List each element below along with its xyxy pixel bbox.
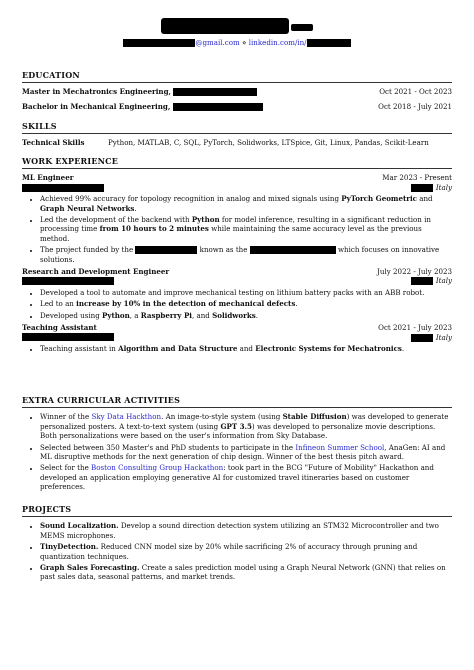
bold-text: Python <box>191 215 220 225</box>
redacted-university <box>173 88 257 96</box>
inline-link[interactable]: Boston Consulting Group Hackathon <box>91 463 224 473</box>
inline-link[interactable]: Sky Data Hackthon <box>91 412 162 422</box>
redacted-company <box>22 333 114 341</box>
job-dates: July 2022 - July 2023 <box>377 267 452 277</box>
text-run: Create a sales prediction model using a Graph Neural Network (GNN) that relies on past sales data, seasonal patterns, and market trends. <box>40 563 446 582</box>
extra-list <box>22 412 452 491</box>
job-location <box>411 276 452 285</box>
text-run: , a <box>129 310 141 320</box>
job-role: Teaching Assistant <box>22 323 97 333</box>
bold-text: Python <box>102 310 130 320</box>
job-location <box>411 183 452 192</box>
bold-text: Graph Neural Networks <box>40 203 135 213</box>
job-country: Italy <box>435 332 452 342</box>
job-entry <box>22 173 452 264</box>
projects-section <box>22 505 452 584</box>
job-company-row <box>22 183 452 192</box>
job-header-row <box>22 173 452 182</box>
list-item <box>40 563 452 582</box>
job-header-row <box>22 267 452 276</box>
contact-line <box>0 38 474 47</box>
bold-text: Solidworks <box>212 310 256 320</box>
redacted-text <box>250 246 336 254</box>
bold-text: increase by 10% in the detection of mechanical defects <box>76 299 296 309</box>
list-item <box>40 288 452 297</box>
degree-name: Master in Mechatronics Engineering, <box>22 87 172 97</box>
list-item <box>40 245 452 264</box>
redacted-subtitle <box>291 24 313 31</box>
text-run: , and <box>191 310 213 320</box>
extra-title: EXTRA CURRICULAR ACTIVITIES <box>22 395 181 405</box>
redacted-city <box>411 184 433 192</box>
list-item <box>40 215 452 243</box>
list-item <box>40 463 452 491</box>
extra-section <box>22 396 452 494</box>
skills-row <box>22 138 452 147</box>
text-run: . <box>255 310 259 320</box>
text-run: ) was developed to personalize movie descriptions. Both personalizations were based on the user's information from Sky Database. <box>40 421 436 441</box>
job-header-row <box>22 323 452 332</box>
education-dates: Oct 2021 - Oct 2023 <box>379 87 452 97</box>
text-run: Led the development of the backend with <box>40 215 192 225</box>
bold-text: GPT 3.5 <box>220 421 252 431</box>
section-divider <box>22 407 452 408</box>
education-section <box>22 71 452 111</box>
redacted-university <box>173 103 263 111</box>
redacted-city <box>411 334 433 342</box>
list-item <box>40 521 452 540</box>
list-item <box>40 299 452 308</box>
bold-text: Electronic Systems for Mechatronics <box>255 343 402 353</box>
list-item <box>40 194 452 213</box>
text-run: Reduced CNN model size by 20% while sacrificing 2% of accuracy through pruning and quantization techniques. <box>40 542 418 561</box>
contact-separator: ⋄ <box>242 38 247 47</box>
text-run: The project funded by the <box>40 245 136 255</box>
job-bullets <box>22 288 452 320</box>
inline-link[interactable]: Infineon Summer School <box>295 442 385 452</box>
text-run: Winner of the <box>40 412 92 422</box>
text-run: Developed using <box>40 310 103 320</box>
projects-title: PROJECTS <box>22 504 72 514</box>
job-bullets <box>22 344 452 353</box>
skills-section <box>22 122 452 148</box>
bold-text: Stable Diffusion <box>282 412 347 422</box>
text-run: which focuses on innovative solutions. <box>40 245 440 264</box>
redacted-linkedin-handle <box>307 39 351 47</box>
job-dates: Mar 2023 - Present <box>382 173 452 183</box>
bold-text: TinyDetection. <box>40 542 99 552</box>
bold-text: Graph Sales Forecasting. <box>40 563 140 573</box>
text-run: Led to an <box>40 299 77 309</box>
degree-name: Bachelor in Mechanical Engineering, <box>22 101 171 111</box>
text-run: ) was developed to generate personalized posters. A text-to-text system (using <box>40 412 449 431</box>
job-company-row <box>22 276 452 285</box>
text-run: . An image-to-style system (using <box>161 412 283 422</box>
text-run: . <box>134 203 137 213</box>
job-country: Italy <box>435 276 452 286</box>
redacted-text <box>135 246 197 254</box>
text-run: Developed a tool to automate and improve mechanical testing on lithium battery packs with an ABB robot. <box>40 287 425 297</box>
redacted-city <box>411 277 433 285</box>
jobs-list <box>22 173 452 353</box>
list-item <box>40 311 452 320</box>
bold-text: from 10 hours to 2 minutes <box>99 224 209 234</box>
job-entry <box>22 267 452 320</box>
redacted-company <box>22 277 114 285</box>
list-item <box>40 344 452 353</box>
job-location <box>411 333 452 342</box>
text-run: Achieved 99% accuracy for topology recognition in analog and mixed signals using <box>40 194 342 204</box>
redacted-company <box>22 184 104 192</box>
section-divider <box>22 133 452 134</box>
text-run: Select for the <box>40 463 92 473</box>
text-run: and <box>416 194 433 204</box>
text-run: while maintaining the same accuracy level as the previous method. <box>40 224 422 243</box>
education-row <box>22 87 452 96</box>
work-section <box>22 157 452 356</box>
text-run: , AnaGen: AI and ML disruptive methods for the next generation of chip design. Winner of the best thesis pitch award. <box>40 442 446 462</box>
education-dates: Oct 2018 - July 2021 <box>378 101 452 111</box>
resume-header <box>0 18 474 47</box>
text-run: Teaching assistant in <box>40 343 119 353</box>
bold-text: Algorithm and Data Structure <box>118 343 238 353</box>
bold-text: PyTorch Geometric <box>341 194 417 204</box>
education-title: EDUCATION <box>22 70 80 80</box>
job-country: Italy <box>435 182 452 192</box>
list-item <box>40 412 452 440</box>
education-row <box>22 102 452 111</box>
linkedin-link[interactable]: linkedin.com/in/ <box>248 38 307 47</box>
job-company-row <box>22 333 452 342</box>
text-run: . <box>401 343 405 353</box>
text-run: known as the <box>197 245 250 255</box>
skills-label: Technical Skills <box>22 138 85 148</box>
text-run: Selected between 350 Master's and PhD students to participate in the <box>40 442 296 452</box>
section-divider <box>22 168 452 169</box>
text-run: : took part in the BCG "Future of Mobility" Hackathon and developed an application employing generative AI for customized travel itineraries based on customer preferences. <box>40 463 434 492</box>
work-title: WORK EXPERIENCE <box>22 156 119 166</box>
text-run: and <box>237 343 256 353</box>
job-role: ML Engineer <box>22 173 74 183</box>
text-run: for model inference, resulting in a significant reduction in processing time <box>40 215 431 234</box>
skills-title: SKILLS <box>22 121 57 131</box>
text-run: . <box>295 299 298 309</box>
skills-value: Python, MATLAB, C, SQL, PyTorch, Solidworks, LTSpice, Git, Linux, Pandas, Scikit-Learn <box>108 138 429 148</box>
job-entry <box>22 323 452 353</box>
job-role: Research and Development Engineer <box>22 267 170 277</box>
job-bullets <box>22 194 452 264</box>
bold-text: Sound Localization. <box>40 521 119 531</box>
section-divider <box>22 82 452 83</box>
section-divider <box>22 516 452 517</box>
email-link[interactable]: @gmail.com <box>195 38 240 47</box>
projects-list <box>22 521 452 581</box>
redacted-email-user <box>123 39 195 47</box>
text-run: Develop a sound direction detection system utilizing an STM32 Microcontroller and two MEMS microphones. <box>40 521 439 540</box>
bold-text: Raspberry Pi <box>140 310 192 320</box>
job-dates: Oct 2021 - July 2023 <box>378 323 452 333</box>
list-item <box>40 542 452 561</box>
redacted-name <box>161 18 289 34</box>
list-item <box>40 443 452 462</box>
